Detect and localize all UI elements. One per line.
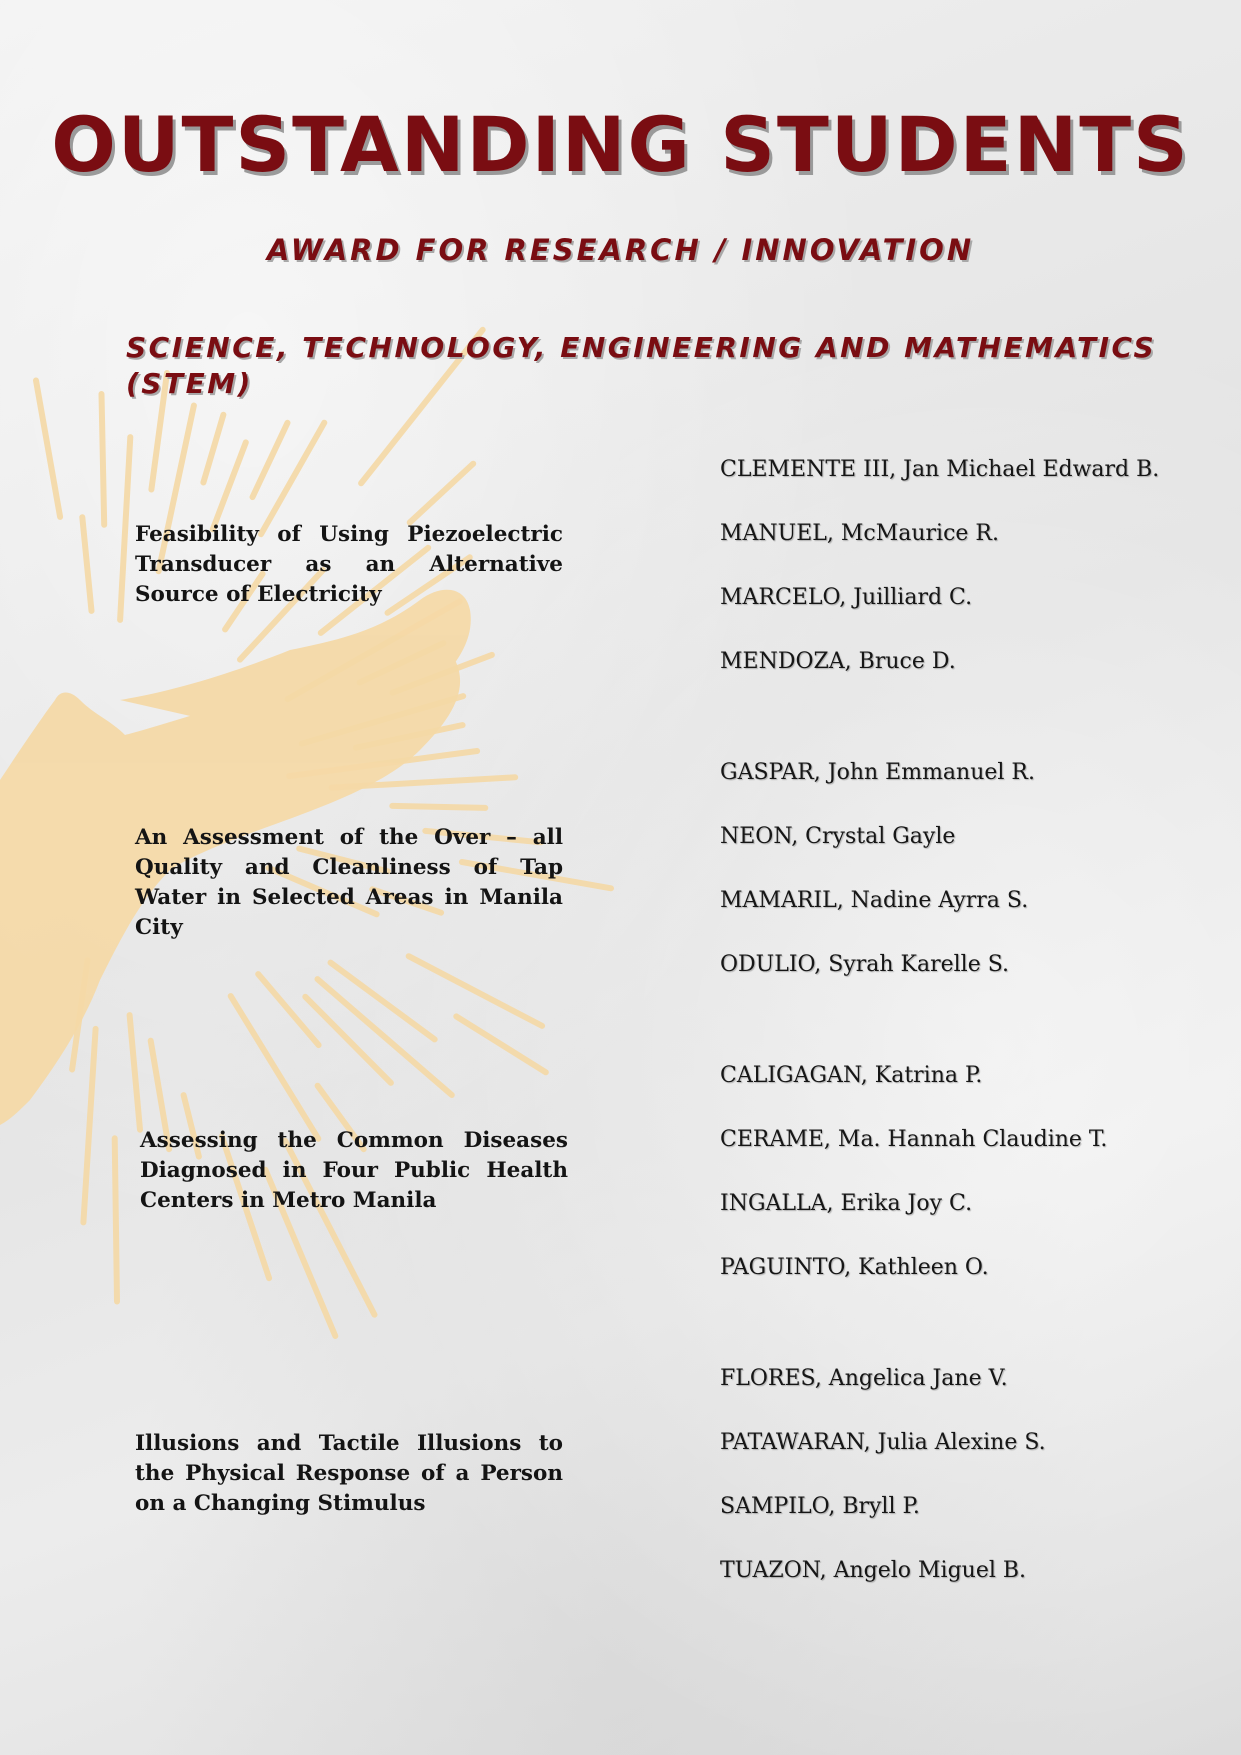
member-list [720, 741, 1035, 997]
member-name: CERAME, Ma. Hannah Claudine T. [720, 1127, 1108, 1152]
member-list [720, 438, 1159, 694]
award-group-3 [0, 1044, 1241, 1304]
award-group-2 [0, 741, 1241, 1001]
member-name: ODULIO, Syrah Karelle S. [720, 952, 1009, 977]
category-line-1: SCIENCE, TECHNOLOGY, ENGINEERING AND MATHEMATICS [126, 331, 1157, 364]
member-name: GASPAR, John Emmanuel R. [720, 760, 1035, 785]
member-name: MANUEL, McMaurice R. [720, 521, 999, 546]
award-group-1 [0, 438, 1241, 698]
member-name: FLORES, Angelica Jane V. [720, 1366, 1008, 1391]
page-title: OUTSTANDING STUDENTS [51, 100, 1190, 189]
member-name: PATAWARAN, Julia Alexine S. [720, 1430, 1046, 1455]
member-name: CLEMENTE III, Jan Michael Edward B. [720, 457, 1160, 482]
category-heading [126, 330, 1166, 402]
member-name: MARCELO, Juilliard C. [720, 585, 973, 610]
member-list [720, 1347, 1046, 1603]
member-name: MENDOZA, Bruce D. [720, 649, 956, 674]
research-title: Feasibility of Using Piezoelectric Transducer as an Alternative Source of Electricity [135, 522, 563, 607]
member-name: TUAZON, Angelo Miguel B. [720, 1558, 1027, 1583]
research-title: Illusions and Tactile Illusions to the Physical Response of a Person on a Changing Stimulus [135, 1431, 563, 1516]
award-subtitle: AWARD FOR RESEARCH / INNOVATION [266, 233, 975, 267]
member-name: PAGUINTO, Kathleen O. [720, 1255, 989, 1280]
member-name: INGALLA, Erika Joy C. [720, 1191, 973, 1216]
award-group-4 [0, 1347, 1241, 1607]
member-list [720, 1044, 1107, 1300]
research-title: Assessing the Common Diseases Diagnosed in Four Public Health Centers in Metro Manila [140, 1128, 568, 1213]
member-name: SAMPILO, Bryll P. [720, 1494, 920, 1519]
member-name: CALIGAGAN, Katrina P. [720, 1063, 983, 1088]
member-name: NEON, Crystal Gayle [720, 824, 956, 849]
research-title: An Assessment of the Over – all Quality and Cleanliness of Tap Water in Selected Areas in Manila City [135, 825, 563, 940]
category-line-2: (STEM) [126, 367, 253, 400]
member-name: MAMARIL, Nadine Ayrra S. [720, 888, 1029, 913]
